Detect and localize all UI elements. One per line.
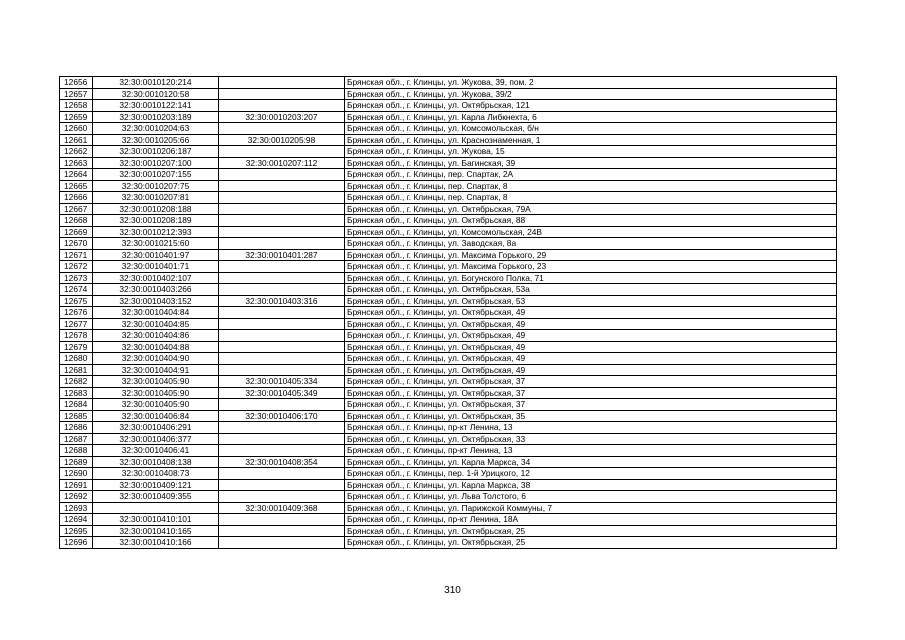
table-row	[60, 502, 837, 514]
cadastral-number-cell: 32:30:0010122:141	[93, 100, 219, 112]
row-number-cell: 12666	[60, 192, 93, 204]
cadastral-number-cell: 32:30:0010406:84	[93, 410, 219, 422]
cadastral-table	[59, 76, 837, 549]
row-number-cell: 12679	[60, 341, 93, 353]
address-cell: Брянская обл., г. Клинцы, ул. Октябрьская, 53	[345, 295, 837, 307]
row-number-cell: 12671	[60, 249, 93, 261]
parent-cadastral-number-cell	[219, 123, 345, 135]
table-row	[60, 410, 837, 422]
parent-cadastral-number-cell	[219, 353, 345, 365]
cadastral-number-cell: 32:30:0010403:152	[93, 295, 219, 307]
parent-cadastral-number-cell	[219, 399, 345, 411]
table-row	[60, 318, 837, 330]
parent-cadastral-number-cell	[219, 433, 345, 445]
address-cell: Брянская обл., г. Клинцы, ул. Максима Горького, 23	[345, 261, 837, 273]
parent-cadastral-number-cell	[219, 468, 345, 480]
row-number-cell: 12685	[60, 410, 93, 422]
cadastral-number-cell: 32:30:0010404:86	[93, 330, 219, 342]
parent-cadastral-number-cell	[219, 100, 345, 112]
row-number-cell: 12659	[60, 111, 93, 123]
address-cell: Брянская обл., г. Клинцы, ул. Октябрьская, 25	[345, 525, 837, 537]
table-row	[60, 238, 837, 250]
cadastral-number-cell: 32:30:0010404:90	[93, 353, 219, 365]
address-cell: Брянская обл., г. Клинцы, ул. Октябрьская, 25	[345, 537, 837, 549]
row-number-cell: 12684	[60, 399, 93, 411]
table-row	[60, 100, 837, 112]
cadastral-number-cell: 32:30:0010208:189	[93, 215, 219, 227]
table-row	[60, 77, 837, 89]
address-cell: Брянская обл., г. Клинцы, ул. Максима Горького, 29	[345, 249, 837, 261]
row-number-cell: 12670	[60, 238, 93, 250]
address-cell: Брянская обл., г. Клинцы, ул. Октябрьская, 49	[345, 364, 837, 376]
parent-cadastral-number-cell	[219, 341, 345, 353]
table-row	[60, 364, 837, 376]
cadastral-number-cell: 32:30:0010408:138	[93, 456, 219, 468]
row-number-cell: 12664	[60, 169, 93, 181]
cadastral-number-cell	[93, 502, 219, 514]
parent-cadastral-number-cell: 32:30:0010403:316	[219, 295, 345, 307]
address-cell: Брянская обл., г. Клинцы, ул. Октябрьская, 88	[345, 215, 837, 227]
address-cell: Брянская обл., г. Клинцы, ул. Краснознаменная, 1	[345, 134, 837, 146]
row-number-cell: 12686	[60, 422, 93, 434]
address-cell: Брянская обл., г. Клинцы, ул. Карла Маркса, 34	[345, 456, 837, 468]
parent-cadastral-number-cell	[219, 146, 345, 158]
table-row	[60, 387, 837, 399]
address-cell: Брянская обл., г. Клинцы, ул. Октябрьская, 49	[345, 341, 837, 353]
parent-cadastral-number-cell	[219, 192, 345, 204]
page-number: 310	[444, 585, 461, 596]
row-number-cell: 12687	[60, 433, 93, 445]
table-row	[60, 123, 837, 135]
row-number-cell: 12678	[60, 330, 93, 342]
table-row	[60, 249, 837, 261]
cadastral-number-cell: 32:30:0010120:214	[93, 77, 219, 89]
table-row	[60, 203, 837, 215]
row-number-cell: 12662	[60, 146, 93, 158]
row-number-cell: 12682	[60, 376, 93, 388]
parent-cadastral-number-cell: 32:30:0010409:368	[219, 502, 345, 514]
cadastral-number-cell: 32:30:0010409:121	[93, 479, 219, 491]
address-cell: Брянская обл., г. Клинцы, ул. Жукова, 39, пом. 2	[345, 77, 837, 89]
parent-cadastral-number-cell	[219, 514, 345, 526]
address-cell: Брянская обл., г. Клинцы, ул. Комсомольская, 24В	[345, 226, 837, 238]
address-cell: Брянская обл., г. Клинцы, ул. Карла Либкнехта, 6	[345, 111, 837, 123]
cadastral-number-cell: 32:30:0010205:66	[93, 134, 219, 146]
cadastral-number-cell: 32:30:0010401:97	[93, 249, 219, 261]
table-row	[60, 215, 837, 227]
address-cell: Брянская обл., г. Клинцы, ул. Парижской Коммуны, 7	[345, 502, 837, 514]
cadastral-number-cell: 32:30:0010120:58	[93, 88, 219, 100]
row-number-cell: 12695	[60, 525, 93, 537]
parent-cadastral-number-cell	[219, 169, 345, 181]
parent-cadastral-number-cell	[219, 272, 345, 284]
parent-cadastral-number-cell: 32:30:0010405:334	[219, 376, 345, 388]
address-cell: Брянская обл., г. Клинцы, ул. Октябрьская, 37	[345, 399, 837, 411]
table-row	[60, 479, 837, 491]
cadastral-number-cell: 32:30:0010403:266	[93, 284, 219, 296]
parent-cadastral-number-cell	[219, 537, 345, 549]
address-cell: Брянская обл., г. Клинцы, пер. Спартак, 2А	[345, 169, 837, 181]
address-cell: Брянская обл., г. Клинцы, ул. Комсомольская, б/н	[345, 123, 837, 135]
cadastral-number-cell: 32:30:0010206:187	[93, 146, 219, 158]
table-row	[60, 146, 837, 158]
address-cell: Брянская обл., г. Клинцы, ул. Октябрьская, 37	[345, 387, 837, 399]
table-row	[60, 353, 837, 365]
table-row	[60, 134, 837, 146]
parent-cadastral-number-cell: 32:30:0010203:207	[219, 111, 345, 123]
address-cell: Брянская обл., г. Клинцы, пр-кт Ленина, 18А	[345, 514, 837, 526]
table-row	[60, 157, 837, 169]
parent-cadastral-number-cell: 32:30:0010401:287	[219, 249, 345, 261]
table-row	[60, 88, 837, 100]
address-cell: Брянская обл., г. Клинцы, ул. Льва Толстого, 6	[345, 491, 837, 503]
cadastral-number-cell: 32:30:0010410:165	[93, 525, 219, 537]
parent-cadastral-number-cell	[219, 479, 345, 491]
address-cell: Брянская обл., г. Клинцы, ул. Багинская, 39	[345, 157, 837, 169]
table-row	[60, 272, 837, 284]
cadastral-number-cell: 32:30:0010207:81	[93, 192, 219, 204]
table-row	[60, 180, 837, 192]
table-row	[60, 169, 837, 181]
row-number-cell: 12661	[60, 134, 93, 146]
cadastral-number-cell: 32:30:0010404:85	[93, 318, 219, 330]
parent-cadastral-number-cell	[219, 364, 345, 376]
cadastral-table-body	[60, 77, 837, 549]
row-number-cell: 12658	[60, 100, 93, 112]
row-number-cell: 12677	[60, 318, 93, 330]
row-number-cell: 12693	[60, 502, 93, 514]
row-number-cell: 12656	[60, 77, 93, 89]
table-row	[60, 537, 837, 549]
parent-cadastral-number-cell: 32:30:0010207:112	[219, 157, 345, 169]
row-number-cell: 12694	[60, 514, 93, 526]
parent-cadastral-number-cell	[219, 261, 345, 273]
table-row	[60, 226, 837, 238]
cadastral-number-cell: 32:30:0010406:41	[93, 445, 219, 457]
cadastral-number-cell: 32:30:0010404:91	[93, 364, 219, 376]
address-cell: Брянская обл., г. Клинцы, ул. Октябрьская, 79А	[345, 203, 837, 215]
cadastral-number-cell: 32:30:0010212:393	[93, 226, 219, 238]
row-number-cell: 12692	[60, 491, 93, 503]
cadastral-number-cell: 32:30:0010404:84	[93, 307, 219, 319]
table-row	[60, 295, 837, 307]
parent-cadastral-number-cell: 32:30:0010405:349	[219, 387, 345, 399]
table-row	[60, 433, 837, 445]
cadastral-number-cell: 32:30:0010410:101	[93, 514, 219, 526]
cadastral-number-cell: 32:30:0010204:63	[93, 123, 219, 135]
table-row	[60, 284, 837, 296]
row-number-cell: 12673	[60, 272, 93, 284]
cadastral-number-cell: 32:30:0010405:90	[93, 376, 219, 388]
address-cell: Брянская обл., г. Клинцы, ул. Октябрьская, 49	[345, 330, 837, 342]
address-cell: Брянская обл., г. Клинцы, ул. Октябрьская, 121	[345, 100, 837, 112]
cadastral-number-cell: 32:30:0010406:291	[93, 422, 219, 434]
table-row	[60, 307, 837, 319]
row-number-cell: 12657	[60, 88, 93, 100]
row-number-cell: 12681	[60, 364, 93, 376]
table-row	[60, 525, 837, 537]
cadastral-number-cell: 32:30:0010404:88	[93, 341, 219, 353]
parent-cadastral-number-cell	[219, 330, 345, 342]
row-number-cell: 12689	[60, 456, 93, 468]
parent-cadastral-number-cell: 32:30:0010408:354	[219, 456, 345, 468]
table-row	[60, 468, 837, 480]
parent-cadastral-number-cell	[219, 215, 345, 227]
table-row	[60, 111, 837, 123]
address-cell: Брянская обл., г. Клинцы, пер. Спартак, 8	[345, 180, 837, 192]
cadastral-number-cell: 32:30:0010402:107	[93, 272, 219, 284]
row-number-cell: 12691	[60, 479, 93, 491]
parent-cadastral-number-cell	[219, 491, 345, 503]
row-number-cell: 12672	[60, 261, 93, 273]
table-row	[60, 422, 837, 434]
parent-cadastral-number-cell	[219, 203, 345, 215]
row-number-cell: 12669	[60, 226, 93, 238]
parent-cadastral-number-cell: 32:30:0010205:98	[219, 134, 345, 146]
parent-cadastral-number-cell	[219, 525, 345, 537]
row-number-cell: 12675	[60, 295, 93, 307]
parent-cadastral-number-cell	[219, 88, 345, 100]
cadastral-number-cell: 32:30:0010410:166	[93, 537, 219, 549]
address-cell: Брянская обл., г. Клинцы, ул. Октябрьская, 35	[345, 410, 837, 422]
row-number-cell: 12667	[60, 203, 93, 215]
table-row	[60, 341, 837, 353]
address-cell: Брянская обл., г. Клинцы, ул. Заводская, 8а	[345, 238, 837, 250]
row-number-cell: 12696	[60, 537, 93, 549]
table-row	[60, 376, 837, 388]
address-cell: Брянская обл., г. Клинцы, ул. Октябрьская, 49	[345, 307, 837, 319]
row-number-cell: 12680	[60, 353, 93, 365]
address-cell: Брянская обл., г. Клинцы, ул. Богунского Полка, 71	[345, 272, 837, 284]
parent-cadastral-number-cell	[219, 445, 345, 457]
row-number-cell: 12690	[60, 468, 93, 480]
parent-cadastral-number-cell	[219, 180, 345, 192]
parent-cadastral-number-cell	[219, 238, 345, 250]
cadastral-number-cell: 32:30:0010207:75	[93, 180, 219, 192]
address-cell: Брянская обл., г. Клинцы, ул. Октябрьская, 33	[345, 433, 837, 445]
address-cell: Брянская обл., г. Клинцы, ул. Октябрьская, 49	[345, 353, 837, 365]
parent-cadastral-number-cell: 32:30:0010406:170	[219, 410, 345, 422]
address-cell: Брянская обл., г. Клинцы, пер. 1-й Урицкого, 12	[345, 468, 837, 480]
table-row	[60, 491, 837, 503]
row-number-cell: 12688	[60, 445, 93, 457]
address-cell: Брянская обл., г. Клинцы, ул. Жукова, 39/2	[345, 88, 837, 100]
address-cell: Брянская обл., г. Клинцы, ул. Карла Маркса, 38	[345, 479, 837, 491]
cadastral-number-cell: 32:30:0010406:377	[93, 433, 219, 445]
table-row	[60, 445, 837, 457]
address-cell: Брянская обл., г. Клинцы, пер. Спартак, 8	[345, 192, 837, 204]
cadastral-number-cell: 32:30:0010203:189	[93, 111, 219, 123]
cadastral-number-cell: 32:30:0010409:355	[93, 491, 219, 503]
address-cell: Брянская обл., г. Клинцы, пр-кт Ленина, 13	[345, 422, 837, 434]
address-cell: Брянская обл., г. Клинцы, ул. Октябрьская, 49	[345, 318, 837, 330]
cadastral-number-cell: 32:30:0010207:155	[93, 169, 219, 181]
table-row	[60, 514, 837, 526]
row-number-cell: 12676	[60, 307, 93, 319]
table-row	[60, 399, 837, 411]
cadastral-number-cell: 32:30:0010215:60	[93, 238, 219, 250]
cadastral-number-cell: 32:30:0010208:188	[93, 203, 219, 215]
cadastral-number-cell: 32:30:0010401:71	[93, 261, 219, 273]
parent-cadastral-number-cell	[219, 77, 345, 89]
table-row	[60, 330, 837, 342]
address-cell: Брянская обл., г. Клинцы, пр-кт Ленина, 13	[345, 445, 837, 457]
parent-cadastral-number-cell	[219, 307, 345, 319]
row-number-cell: 12668	[60, 215, 93, 227]
cadastral-number-cell: 32:30:0010408:73	[93, 468, 219, 480]
table-row	[60, 192, 837, 204]
address-cell: Брянская обл., г. Клинцы, ул. Октябрьская, 37	[345, 376, 837, 388]
table-row	[60, 261, 837, 273]
address-cell: Брянская обл., г. Клинцы, ул. Жукова, 15	[345, 146, 837, 158]
cadastral-number-cell: 32:30:0010405:90	[93, 387, 219, 399]
row-number-cell: 12663	[60, 157, 93, 169]
parent-cadastral-number-cell	[219, 226, 345, 238]
cadastral-number-cell: 32:30:0010207:100	[93, 157, 219, 169]
row-number-cell: 12683	[60, 387, 93, 399]
table-row	[60, 456, 837, 468]
row-number-cell: 12674	[60, 284, 93, 296]
parent-cadastral-number-cell	[219, 422, 345, 434]
row-number-cell: 12660	[60, 123, 93, 135]
address-cell: Брянская обл., г. Клинцы, ул. Октябрьская, 53а	[345, 284, 837, 296]
cadastral-number-cell: 32:30:0010405:90	[93, 399, 219, 411]
row-number-cell: 12665	[60, 180, 93, 192]
parent-cadastral-number-cell	[219, 284, 345, 296]
parent-cadastral-number-cell	[219, 318, 345, 330]
